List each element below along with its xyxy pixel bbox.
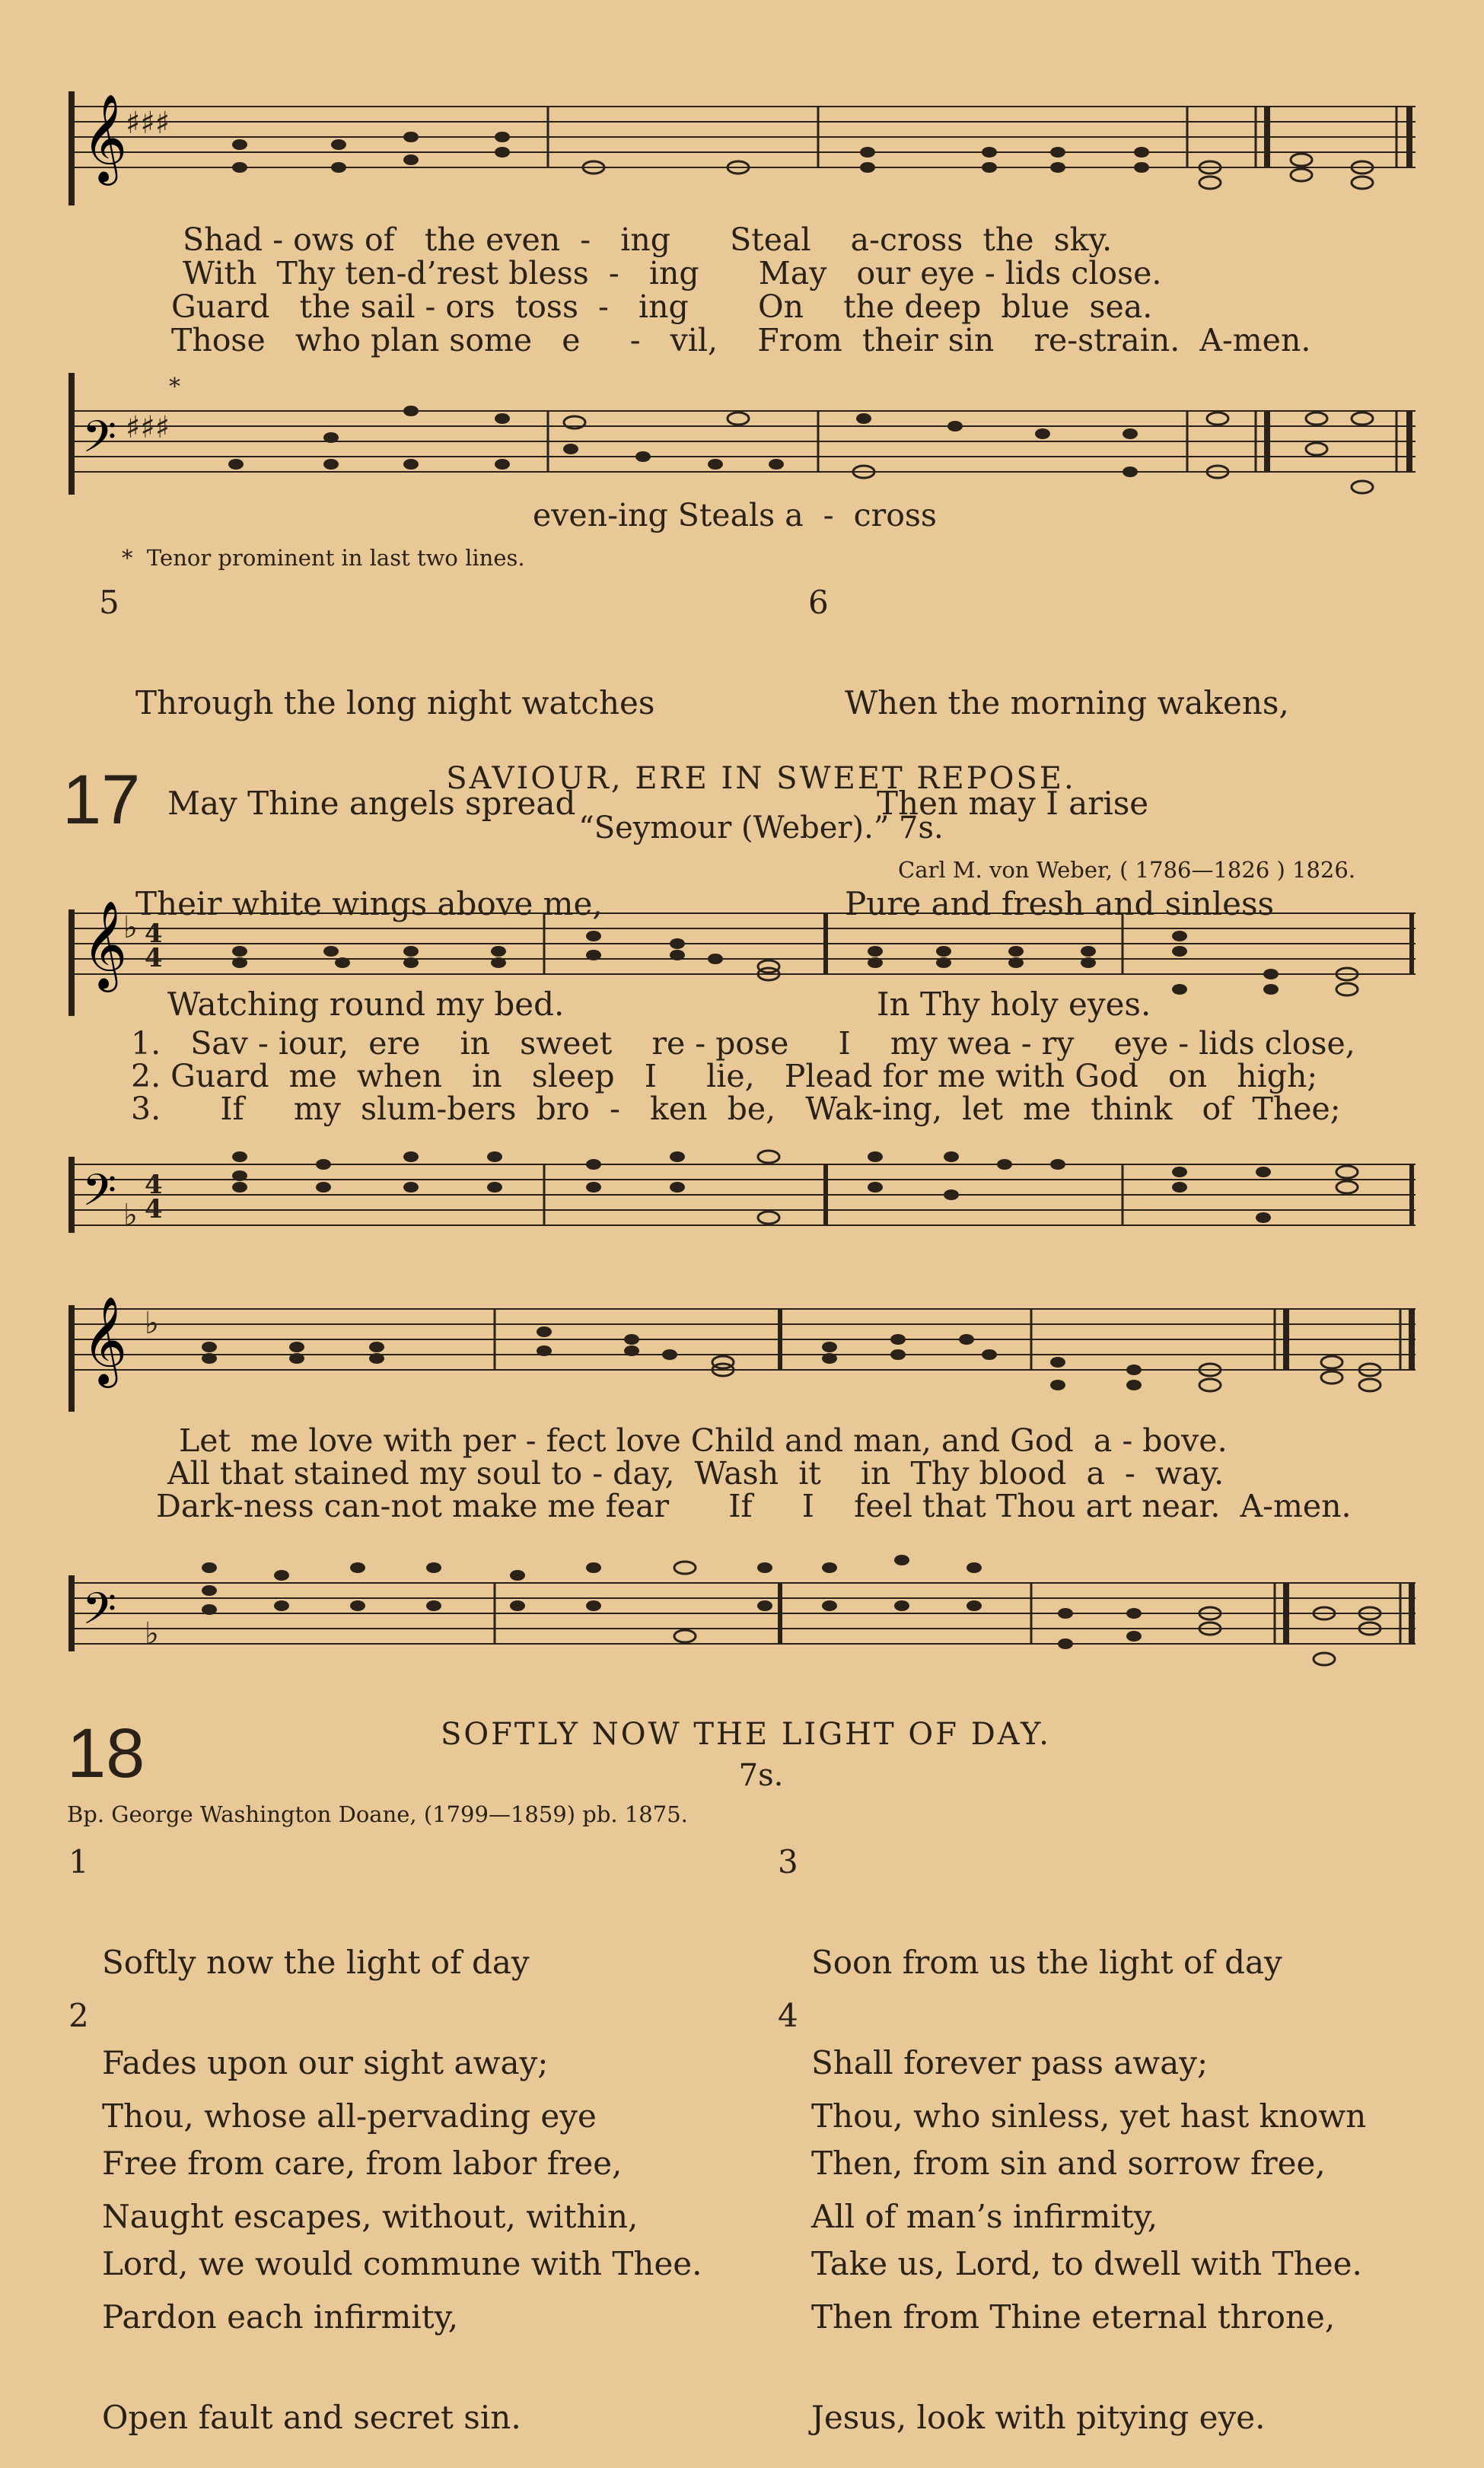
- hymn17-number: 17: [62, 761, 141, 839]
- stanza-number: 6: [808, 584, 829, 621]
- stanza-line: Then may I arise: [877, 785, 1149, 822]
- stanza-line: Thou, whose all-pervading eye: [102, 2097, 597, 2135]
- hymn17-verse-1b: Let me love with per - fect love Child and man, and God a - bove.: [179, 1422, 1228, 1459]
- hymn17-verse-3b: Dark-ness can-not make me fear If I feel that Thou art near. A-men.: [156, 1488, 1352, 1524]
- stanza-line: Pure and fresh and sinless: [845, 885, 1275, 922]
- stanza-line: Free from care, from labor free,: [102, 2145, 623, 2182]
- stanza-line: Jesus, look with pitying eye.: [811, 2399, 1266, 2436]
- hymn16-verse-3: Guard the sail - ors toss - ing On the deep blue sea.: [171, 288, 1153, 325]
- hymn16-tenor-lyric: even-ing Steals a - cross: [533, 497, 937, 533]
- svg-text:4: 4: [145, 1194, 163, 1224]
- hymn17-verse-2b: All that stained my soul to - day, Wash it in Thy blood a - way.: [167, 1455, 1224, 1492]
- hymn18-stanza-4: [778, 1999, 1366, 2468]
- stanza-number: 2: [68, 1997, 89, 2034]
- stanza-line: Fades upon our sight away;: [102, 2044, 549, 2081]
- svg-text:♯♯♯: ♯♯♯: [126, 410, 170, 445]
- stanza-line: When the morning wakens,: [845, 684, 1289, 721]
- hymn17-bass-staff-1: [68, 1134, 1423, 1263]
- stanza-line: Shall forever pass away;: [811, 2044, 1209, 2081]
- hymn17-tune: “Seymour (Weber).” 7s.: [578, 810, 944, 845]
- hymn16-verse-2: With Thy ten-d’rest bless - ing May our eye - lids close.: [183, 255, 1162, 291]
- stanza-line: May Thine angels spread: [167, 785, 576, 822]
- svg-text:4: 4: [145, 943, 163, 973]
- stanza-line: All of man’s infirmity,: [811, 2198, 1158, 2235]
- svg-text:4: 4: [145, 919, 163, 949]
- stanza-line: In Thy holy eyes.: [877, 986, 1151, 1023]
- stanza-number: 5: [99, 584, 119, 621]
- stanza-line: Then from Thine eternal throne,: [811, 2298, 1336, 2336]
- svg-text:𝄢: 𝄢: [82, 411, 117, 473]
- stanza-number: 3: [778, 1843, 798, 1880]
- stanza-line: Open fault and secret sin.: [102, 2399, 521, 2436]
- hymn17-composer: Carl M. von Weber, ( 1786—1826 ) 1826.: [898, 857, 1356, 883]
- hymn17-title: SAVIOUR, ERE IN SWEET REPOSE.: [446, 761, 1076, 796]
- hymn16-verse-4: Those who plan some e - vil, From their sin re-strain. A-men.: [171, 322, 1311, 358]
- stanza-line: Lord, we would commune with Thee.: [102, 2245, 702, 2282]
- stanza-line: Soon from us the light of day: [811, 1944, 1282, 1981]
- stanza-line: Softly now the light of day: [102, 1944, 530, 1981]
- hymn17-verse-1a: 1. Sav - iour, ere in sweet re - pose I my wea - ry eye - lids close,: [131, 1025, 1355, 1062]
- svg-text:♭: ♭: [145, 1616, 159, 1651]
- svg-text:𝄞: 𝄞: [82, 900, 128, 989]
- stanza-line: Thou, who sinless, yet hast known: [811, 2097, 1367, 2135]
- svg-text:𝄢: 𝄢: [82, 1164, 117, 1227]
- stanza-line: Watching round my bed.: [167, 986, 565, 1023]
- hymn16-treble-staff: [68, 91, 1423, 205]
- svg-text:♯♯♯: ♯♯♯: [126, 106, 170, 141]
- hymn18-title: SOFTLY NOW THE LIGHT OF DAY.: [440, 1717, 1051, 1752]
- stanza-number: 1: [68, 1843, 89, 1880]
- svg-text:𝄞: 𝄞: [82, 93, 128, 182]
- hymn16-verse-1: Shad - ows of the even - ing Steal a-cross the sky.: [183, 221, 1113, 258]
- hymn18-number: 18: [67, 1715, 145, 1792]
- stanza-line: Their white wings above me,: [135, 885, 603, 922]
- stanza-line: Then, from sin and sorrow free,: [811, 2145, 1326, 2182]
- hymn16-footnote: * Tenor prominent in last two lines.: [122, 545, 525, 571]
- hymn17-verse-2a: 2. Guard me when in sleep I lie, Plead for me with God on high;: [131, 1058, 1318, 1094]
- hymn18-meter: 7s.: [738, 1758, 784, 1793]
- svg-text:𝄢: 𝄢: [82, 1583, 117, 1645]
- hymn17-bass-staff-2: [68, 1537, 1423, 1689]
- stanza-line: Pardon each infirmity,: [102, 2298, 459, 2336]
- svg-text:𝄞: 𝄞: [82, 1295, 128, 1384]
- hymn17-verse-3a: 3. If my slum-bers bro - ken be, Wak-ing, let me think of Thee;: [131, 1091, 1341, 1127]
- svg-text:♭: ♭: [145, 1306, 159, 1341]
- hymn18-author: Bp. George Washington Doane, (1799—1859) pb. 1875.: [67, 1801, 688, 1827]
- svg-text:4: 4: [145, 1170, 163, 1200]
- hymn17-treble-staff-1: [68, 890, 1423, 1023]
- stanza-line: Naught escapes, without, within,: [102, 2198, 639, 2235]
- stanza-line: Through the long night watches: [135, 684, 655, 721]
- svg-text:♭: ♭: [123, 1198, 138, 1233]
- svg-text:♭: ♭: [123, 910, 138, 945]
- svg-text:*: *: [169, 374, 180, 400]
- hymn17-treble-staff-2: [68, 1286, 1423, 1416]
- stanza-line: Take us, Lord, to dwell with Thee.: [811, 2245, 1362, 2282]
- stanza-number: 4: [778, 1997, 798, 2034]
- hymn18-stanza-2: [68, 1999, 638, 2468]
